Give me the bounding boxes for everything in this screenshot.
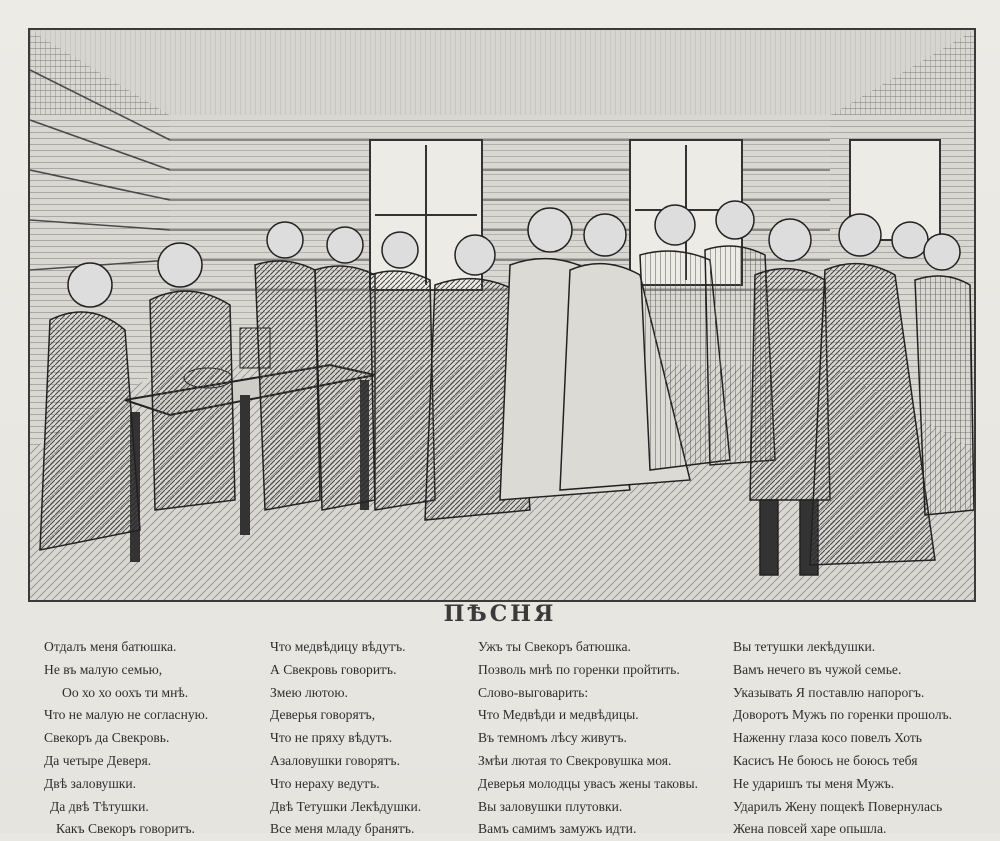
- verse-line: Отдалъ меня батюшка.: [44, 639, 177, 654]
- song-title: ПѢСНЯ: [443, 601, 557, 627]
- verse-line: Что нераху ведутъ.: [270, 775, 380, 791]
- verse-line: Касисъ Не боюсь не боюсь тебя: [733, 752, 918, 768]
- verse-line: Какъ Свекоръ говоритъ.: [56, 821, 195, 837]
- verse-line: Ударилъ Жену пощекѣ Повернулась: [733, 798, 943, 814]
- verse-line: Въ темномъ лѣсу живутъ.: [478, 730, 627, 746]
- verse-line: Что Медвѣди и медвѣдицы.: [478, 707, 639, 723]
- verse-line: Да четыре Деверя.: [44, 752, 152, 768]
- verse-line: Азаловушки говорятъ.: [270, 752, 400, 768]
- verse-line: Жена повсей харе опьшла.: [733, 821, 887, 837]
- verse-line: Вы тетушки лекѣдушки.: [733, 639, 876, 654]
- verse-line: Двѣ Тетушки Лекѣдушки.: [270, 798, 422, 814]
- verse-column-4: [733, 636, 952, 841]
- verse-line: Доворотъ Мужъ по горенки прошолъ.: [733, 707, 953, 723]
- verse-line: Не въ малую семью,: [44, 661, 163, 677]
- verse-line: Позволь мнѣ по горенки пройтить.: [478, 661, 680, 677]
- verse-line: Вы заловушки плутовки.: [478, 798, 623, 814]
- verse-column-1: [44, 636, 208, 841]
- engraving-illustration: [28, 28, 976, 602]
- verse-line: Слово-выговарить:: [478, 684, 589, 700]
- verse-column-2: [270, 636, 421, 841]
- verse-line: Все меня младу бранятъ.: [270, 821, 415, 837]
- verse-line: Наженну глаза косо повелъ Хоть: [733, 730, 922, 746]
- verse-line: Деверья молодцы увасъ жены таковы.: [478, 775, 699, 791]
- verse-line: Что не малую не согласную.: [44, 707, 209, 723]
- engraving-scene: [30, 30, 974, 600]
- verse-line: Что медвѣдицу вѣдутъ.: [270, 639, 406, 654]
- verse-line: Не ударишъ ты меня Мужъ.: [733, 775, 895, 791]
- verse-line: Вамъ нечего въ чужой семье.: [733, 661, 902, 677]
- verse-line: Деверья говорятъ,: [270, 707, 376, 723]
- verse-line: Что не пряху вѣдутъ.: [270, 730, 393, 746]
- verse-line: Свекоръ да Свекровь.: [44, 730, 170, 746]
- verse-line: Указывать Я поставлю напорогъ.: [733, 684, 925, 700]
- verse-column-3: [478, 636, 698, 841]
- verse-line: Змѣи лютая то Свекровушка моя.: [478, 752, 672, 768]
- verse-line: Вамъ самимъ замужъ идти.: [478, 821, 637, 837]
- verse-line: Ужъ ты Свекоръ батюшка.: [478, 639, 631, 654]
- verse-line: Двѣ заловушки.: [44, 775, 137, 791]
- verse-line: Змею лютою.: [270, 684, 348, 700]
- verse-line: Оо хо хо оохъ ти мнѣ.: [62, 684, 189, 700]
- verse-line: Да двѣ Тѣтушки.: [50, 798, 149, 814]
- verse-line: А Свекровь говоритъ.: [270, 661, 397, 677]
